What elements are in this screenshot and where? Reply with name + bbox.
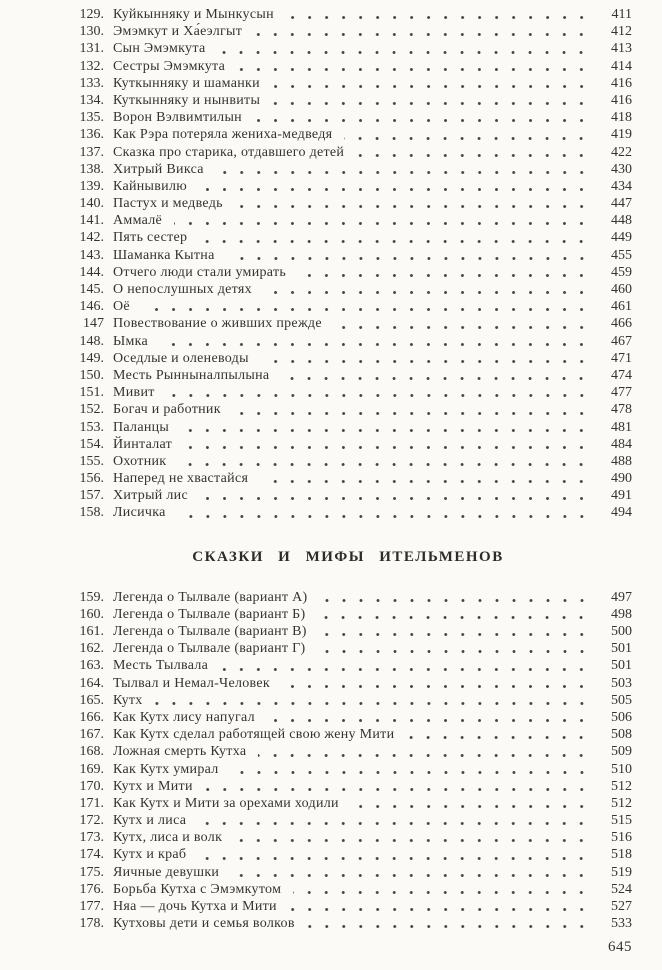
toc-entry-page: 527 (611, 899, 632, 914)
toc-entry-number: 135. (79, 110, 104, 126)
table-of-contents (64, 6, 632, 932)
toc-entry-title: Богач и работник (113, 402, 221, 418)
toc-entry (64, 795, 632, 812)
toc-entry (64, 212, 632, 229)
toc-entry-page: 512 (611, 795, 632, 811)
toc-entry (64, 812, 632, 829)
toc-entry-title: Месть Тылвала (113, 658, 209, 674)
toc-entry-title: Повествование о живших прежде (113, 316, 322, 332)
toc-entry-number: 148. (79, 333, 104, 349)
dot-leader (282, 684, 590, 689)
toc-entry-number: 163. (79, 658, 104, 674)
toc-entry (64, 898, 632, 915)
toc-entry-title: Эмэмкут и Ха́еэлгыт (113, 24, 243, 40)
toc-entry (64, 829, 632, 846)
dot-leader (217, 50, 590, 55)
dot-leader (178, 514, 590, 519)
dot-leader (181, 428, 590, 433)
toc-entry-page: 455 (611, 247, 632, 263)
toc-entry-title: Как Кутх и Мити за орехами ходили (113, 795, 339, 811)
toc-entry-title: Оседлые и оленеводы (113, 350, 249, 366)
toc-entry-page: 448 (611, 213, 632, 229)
toc-entry-page: 510 (611, 761, 632, 777)
toc-entry (64, 6, 632, 23)
dot-leader (231, 770, 590, 775)
toc-entry-page: 505 (611, 692, 632, 708)
toc-entry-number: 177. (79, 899, 104, 914)
toc-entry-page: 416 (611, 92, 632, 108)
toc-entry-title: Кутх и лиса (113, 813, 187, 829)
dot-leader (254, 32, 590, 37)
toc-entry-number: 173. (79, 830, 104, 846)
toc-entry-page: 449 (611, 230, 632, 246)
toc-entry-page: 509 (611, 744, 632, 760)
toc-entry-title: Паланцы (113, 419, 170, 435)
toc-entry (64, 419, 632, 436)
toc-entry-number: 147 (83, 316, 104, 332)
toc-entry-page: 503 (611, 675, 632, 691)
toc-entry-page: 524 (611, 881, 632, 897)
toc-entry-page: 498 (611, 606, 632, 622)
dot-leader (199, 187, 590, 192)
toc-entry (64, 726, 632, 743)
toc-entry (64, 675, 632, 692)
toc-entry-number: 137. (79, 144, 104, 160)
toc-entry-page: 460 (611, 282, 632, 297)
toc-entry-number: 175. (79, 864, 104, 880)
dot-leader (205, 787, 590, 792)
toc-entry-page: 491 (611, 488, 632, 504)
page-folio: 645 (608, 939, 632, 956)
dot-leader (216, 170, 590, 175)
dot-leader (356, 153, 590, 158)
toc-entry-number: 156. (79, 471, 104, 487)
toc-entry (64, 195, 632, 212)
toc-entry (64, 315, 632, 332)
toc-entry-number: 171. (79, 795, 104, 811)
toc-entry-title: Легенда о Тылвале (вариант А) (113, 589, 308, 605)
toc-entry-title: Как Кутх сделал работящей свою жену Мити (113, 727, 395, 743)
dot-leader (167, 393, 590, 398)
dot-leader (317, 615, 590, 620)
toc-entry (64, 453, 632, 470)
toc-entry-title: Пастух и медведь (113, 196, 223, 212)
toc-entry-page: 488 (611, 453, 632, 469)
toc-entry (64, 623, 632, 640)
dot-leader (200, 496, 590, 501)
dot-leader (318, 649, 591, 654)
toc-entry-title: Оё (113, 299, 130, 315)
toc-entry (64, 178, 632, 195)
dot-leader (155, 701, 590, 706)
toc-entry-number: 138. (79, 161, 104, 177)
toc-entry-number: 142. (79, 230, 104, 246)
dot-leader (289, 907, 590, 912)
dot-leader (264, 290, 590, 295)
toc-entry-page: 418 (611, 110, 632, 126)
toc-entry-number: 129. (79, 7, 104, 22)
toc-entry-page: 481 (611, 419, 632, 435)
toc-entry-page: 430 (611, 161, 632, 177)
toc-entry (64, 161, 632, 178)
toc-entry-number: 145. (79, 282, 104, 297)
toc-entry-number: 131. (79, 41, 104, 57)
toc-entry (64, 264, 632, 281)
toc-entry-number: 160. (79, 606, 104, 622)
toc-entry-number: 144. (79, 264, 104, 280)
toc-entry-number: 169. (79, 761, 104, 777)
toc-entry-title: Кутх (113, 692, 143, 708)
toc-entry-number: 161. (79, 624, 104, 639)
toc-entry-number: 133. (79, 75, 104, 91)
toc-entry-title: Кутх и Мити (113, 778, 193, 794)
toc-entry-page: 414 (611, 58, 632, 74)
dot-leader (298, 273, 590, 278)
toc-entry-title: Аммалё (113, 213, 163, 229)
toc-entry-title: Легенда о Тылвале (вариант В) (113, 624, 307, 639)
toc-entry-page: 412 (611, 24, 632, 40)
toc-entry-title: Кайнывилю (113, 178, 188, 194)
dot-leader (261, 359, 590, 364)
toc-entry (64, 401, 632, 418)
toc-entry (64, 436, 632, 453)
toc-entry-page: 461 (611, 299, 632, 315)
dot-leader (272, 84, 590, 89)
toc-entry-page: 516 (611, 830, 632, 846)
toc-entry-title: Сын Эмэмкута (113, 41, 206, 57)
toc-entry-number: 150. (79, 367, 104, 383)
toc-entry (64, 40, 632, 57)
toc-entry-number: 134. (79, 92, 104, 108)
toc-entry-number: 136. (79, 127, 104, 143)
toc-entry-page: 466 (611, 316, 632, 332)
toc-entry (64, 281, 632, 298)
toc-entry-number: 158. (79, 505, 104, 521)
toc-entry-title: Как Кутх умирал (113, 761, 219, 777)
toc-entry-title: Няа — дочь Кутха и Мити (113, 899, 277, 914)
toc-entry-number: 172. (79, 813, 104, 829)
dot-leader (307, 924, 590, 929)
toc-entry-page: 447 (611, 196, 632, 212)
toc-entry (64, 589, 632, 606)
toc-entry-page: 484 (611, 436, 632, 452)
toc-entry-page: 413 (611, 41, 632, 57)
toc-entry-title: Пять сестер (113, 230, 188, 246)
toc-entry-number: 143. (79, 247, 104, 263)
toc-entry (64, 23, 632, 40)
dot-leader (233, 411, 590, 416)
toc-entry-number: 157. (79, 488, 104, 504)
toc-entry-page: 416 (611, 75, 632, 91)
dot-leader (406, 735, 590, 740)
toc-entry (64, 778, 632, 795)
toc-entry-page: 434 (611, 178, 632, 194)
toc-entry (64, 75, 632, 92)
toc-entry (64, 229, 632, 246)
toc-entry-page: 512 (611, 778, 632, 794)
toc-entry-number: 141. (79, 213, 104, 229)
toc-entry-title: Ложная смерть Кутха (113, 744, 247, 760)
toc-entry (64, 881, 632, 898)
toc-entry-page: 459 (611, 264, 632, 280)
toc-entry-title: Ымка (113, 333, 149, 349)
toc-entry-page: 508 (611, 727, 632, 743)
toc-entry-page: 471 (611, 350, 632, 366)
toc-entry-page: 501 (611, 658, 632, 674)
toc-entry-page: 477 (611, 385, 632, 401)
dot-leader (220, 667, 590, 672)
toc-entry (64, 367, 632, 384)
toc-entry (64, 333, 632, 350)
toc-entry-number: 167. (79, 727, 104, 743)
toc-entry-number: 162. (79, 641, 104, 657)
dot-leader (227, 256, 590, 261)
toc-entry (64, 846, 632, 863)
toc-entry-title: Мивит (113, 385, 155, 401)
toc-entry (64, 247, 632, 264)
toc-entry-number: 154. (79, 436, 104, 452)
toc-entry-title: Лисичка (113, 505, 166, 521)
toc-entry-page: 467 (611, 333, 632, 349)
toc-entry-title: Шаманка Кытна (113, 247, 215, 263)
toc-entry-page: 490 (611, 471, 632, 487)
toc-entry-title: Сестры Эмэмкута (113, 58, 226, 74)
toc-entry-page: 501 (611, 641, 632, 657)
toc-entry (64, 504, 632, 521)
toc-entry-title: Хитрый лис (113, 488, 188, 504)
toc-entry-page: 494 (611, 505, 632, 521)
toc-entry-page: 474 (611, 367, 632, 383)
toc-entry (64, 487, 632, 504)
toc-entry (64, 606, 632, 623)
toc-entry-title: Сказка про старика, отдавшего детей (113, 144, 345, 160)
dot-leader (351, 804, 590, 809)
toc-entry (64, 470, 632, 487)
dot-leader (237, 67, 590, 72)
toc-entry-title: Как Рэра потеряла жениха-медведя (113, 127, 333, 143)
toc-entry-title: Как Кутх лису напугал (113, 709, 255, 725)
toc-entry (64, 109, 632, 126)
toc-entry-number: 139. (79, 178, 104, 194)
toc-entry (64, 126, 632, 143)
dot-leader (254, 118, 590, 123)
dot-leader (234, 838, 590, 843)
dot-leader (293, 890, 590, 895)
toc-entry-title: Куткынняку и шаманки (113, 75, 260, 91)
toc-entry-number: 170. (79, 778, 104, 794)
toc-entry-page: 422 (611, 144, 632, 160)
toc-entry-number: 178. (79, 916, 104, 932)
dot-leader (319, 632, 590, 637)
toc-entry-page: 533 (611, 916, 632, 932)
dot-leader (198, 856, 590, 861)
toc-entry-title: Куйкынняку и Мынкусын (113, 7, 274, 22)
toc-entry-page: 419 (611, 127, 632, 143)
toc-entry-number: 149. (79, 350, 104, 366)
toc-entry (64, 915, 632, 932)
dot-leader (178, 462, 590, 467)
toc-entry-page: 519 (611, 864, 632, 880)
toc-entry (64, 743, 632, 760)
toc-entry (64, 692, 632, 709)
dot-leader (198, 821, 590, 826)
dot-leader (260, 479, 590, 484)
section-heading: СКАЗКИ И МИФЫ ИТЕЛЬМЕНОВ (192, 548, 504, 565)
dot-leader (235, 204, 590, 209)
toc-entry-title: Отчего люди стали умирать (113, 264, 287, 280)
toc-entry (64, 384, 632, 401)
toc-entry (64, 709, 632, 726)
toc-entry-title: Яичные девушки (113, 864, 220, 880)
toc-entry (64, 761, 632, 778)
toc-entry (64, 58, 632, 75)
toc-entry-number: 146. (79, 299, 104, 315)
toc-entry-number: 130. (79, 24, 104, 40)
toc-entry-title: Кутховы дети и семья волков (113, 916, 295, 932)
toc-entry-number: 174. (79, 847, 104, 863)
dot-leader (199, 239, 590, 244)
toc-entry-number: 176. (79, 881, 104, 897)
dot-leader (320, 598, 590, 603)
toc-entry-number: 153. (79, 419, 104, 435)
toc-entry-title: Тылвал и Немал-Человек (113, 675, 271, 691)
dot-leader (142, 307, 590, 312)
toc-entry-page: 518 (611, 847, 632, 863)
toc-entry-title: Месть Рынныналпылына (113, 367, 270, 383)
toc-entry-page: 515 (611, 813, 632, 829)
dot-leader (160, 342, 590, 347)
dot-leader (231, 873, 590, 878)
toc-entry-page: 497 (611, 589, 632, 605)
toc-entry-number: 168. (79, 744, 104, 760)
toc-entry-page: 506 (611, 709, 632, 725)
toc-entry-page: 478 (611, 402, 632, 418)
toc-entry-title: О непослушных детях (113, 282, 252, 297)
toc-entry-number: 166. (79, 709, 104, 725)
dot-leader (272, 101, 590, 106)
toc-entry-number: 140. (79, 196, 104, 212)
toc-entry-number: 159. (79, 589, 104, 605)
dot-leader (344, 136, 590, 141)
toc-entry-page: 500 (611, 624, 632, 639)
dot-leader (286, 15, 590, 20)
toc-entry-title: Легенда о Тылвале (вариант Г) (113, 641, 306, 657)
toc-entry-number: 164. (79, 675, 104, 691)
dot-leader (267, 718, 590, 723)
toc-entry (64, 350, 632, 367)
toc-entry-page: 411 (611, 7, 632, 22)
toc-entry (64, 92, 632, 109)
toc-entry-title: Кутх и краб (113, 847, 187, 863)
toc-entry-number: 155. (79, 453, 104, 469)
toc-entry-title: Легенда о Тылвале (вариант Б) (113, 606, 306, 622)
toc-entry-title: Борьба Кутха с Эмэмкутом (113, 881, 282, 897)
dot-leader (258, 753, 590, 758)
toc-entry (64, 144, 632, 161)
toc-entry-title: Охотник (113, 453, 167, 469)
toc-entry-title: Хитрый Викса (113, 161, 204, 177)
dot-leader (334, 325, 590, 330)
dot-leader (184, 445, 590, 450)
toc-entry-title: Ворон Вэлвимтилын (113, 110, 242, 126)
dot-leader (174, 221, 590, 226)
toc-entry (64, 657, 632, 674)
toc-entry (64, 640, 632, 657)
dot-leader (281, 376, 590, 381)
toc-entry-title: Йинталат (113, 436, 173, 452)
toc-entry-title: Наперед не хвастайся (113, 471, 249, 487)
toc-entry-title: Кутх, лиса и волк (113, 830, 223, 846)
toc-entry (64, 298, 632, 315)
toc-entry (64, 864, 632, 881)
toc-entry-number: 151. (79, 385, 104, 401)
toc-entry-title: Куткынняку и нынвиты (113, 92, 261, 108)
toc-entry-number: 165. (79, 692, 104, 708)
toc-entry-number: 152. (79, 402, 104, 418)
toc-entry-number: 132. (79, 58, 104, 74)
